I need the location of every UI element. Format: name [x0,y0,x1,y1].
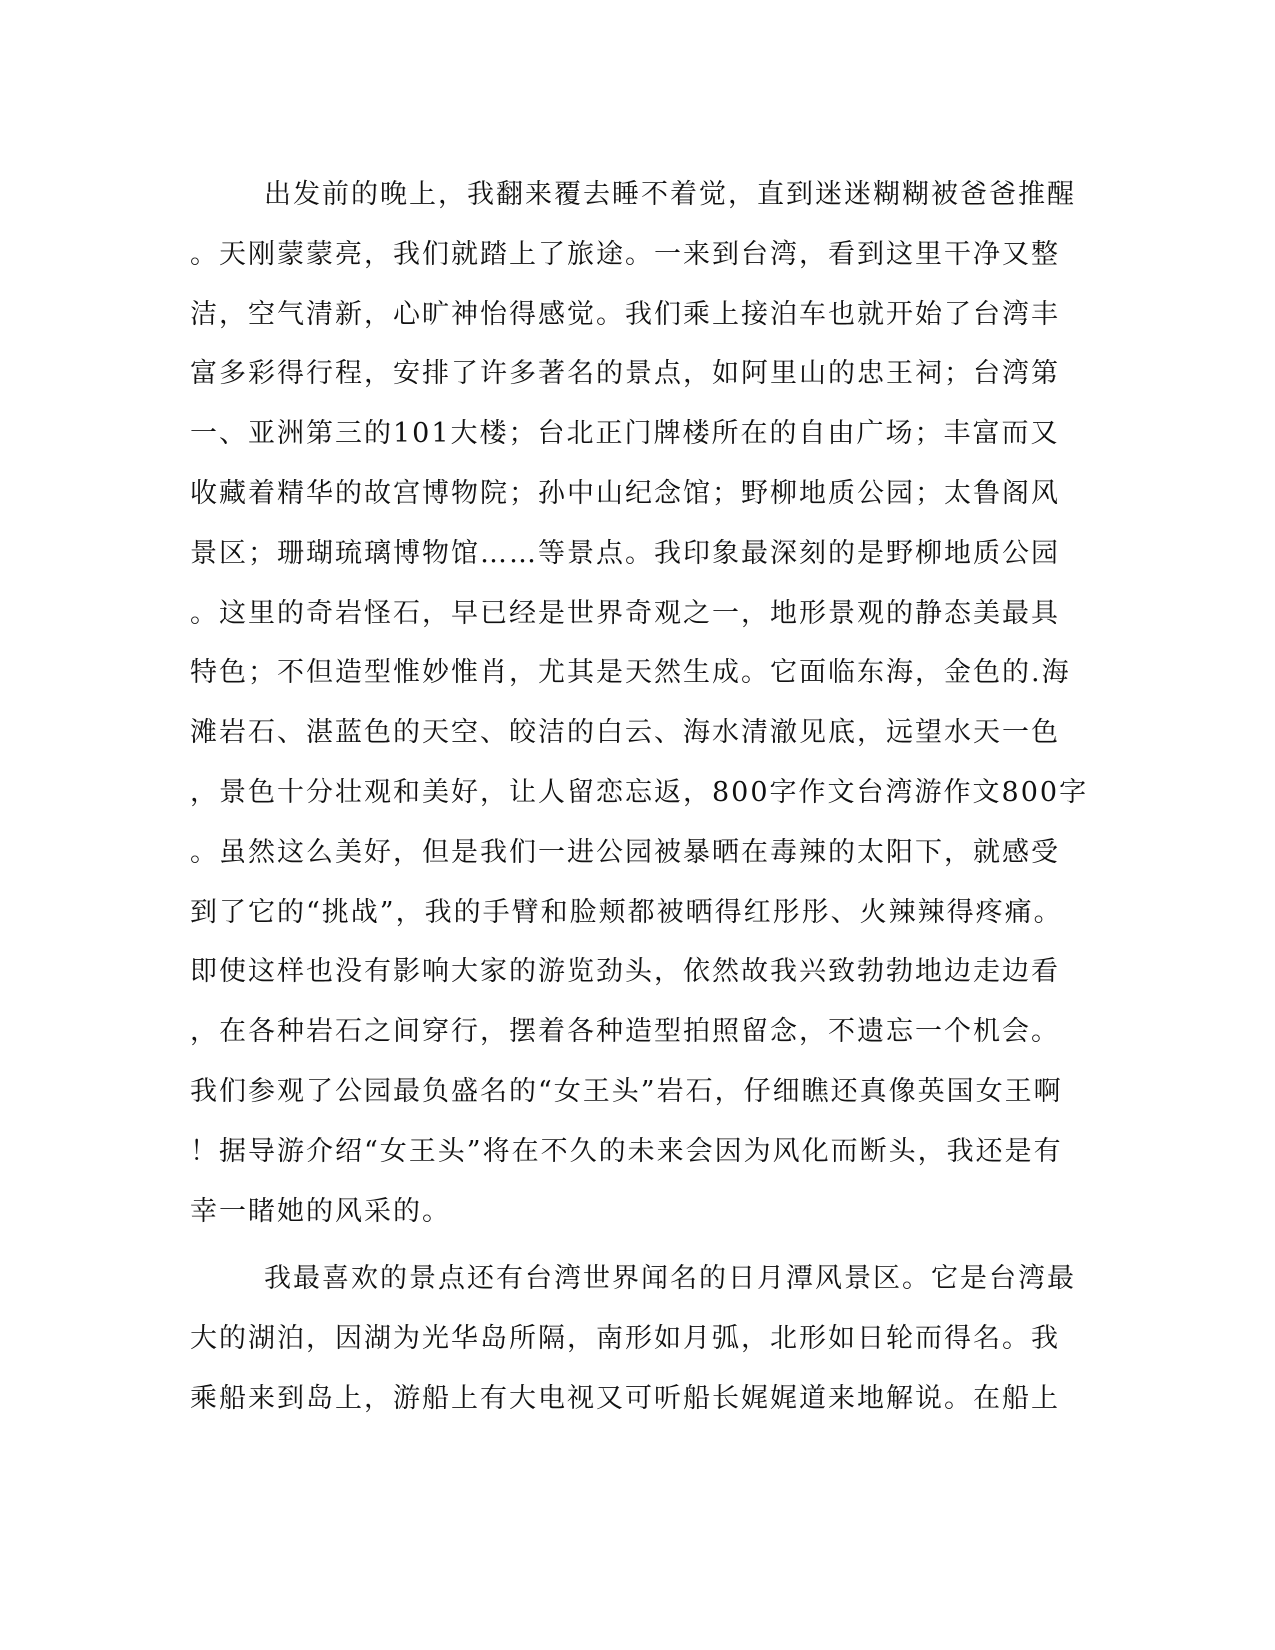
text-line: 乘船来到岛上，游船上有大电视又可听船长娓娓道来地解说。在船上 [190,1382,1060,1414]
text-line: 富多彩得行程，安排了许多著名的景点，如阿里山的忠王祠；台湾第 [190,358,1060,390]
body-text [190,165,1090,1429]
text-line: ！据导游介绍“女王头”将在不久的未来会因为风化而断头，我还是有 [190,1135,1063,1167]
paragraph-1 [190,165,1090,1241]
text-line: 。天刚蒙蒙亮，我们就踏上了旅途。一来到台湾，看到这里干净又整 [190,238,1060,270]
text-line: ，在各种岩石之间穿行，摆着各种造型拍照留念，不遗忘一个机会。 [190,1016,1060,1048]
text-line: 幸一睹她的风采的。 [190,1195,451,1227]
text-line: 我们参观了公园最负盛名的“女王头”岩石，仔细瞧还真像英国女王啊 [190,1075,1063,1107]
text-line: 洁，空气清新，心旷神怡得感觉。我们乘上接泊车也就开始了台湾丰 [190,298,1060,330]
text-line: 。虽然这么美好，但是我们一进公园被暴晒在毒辣的太阳下，就感受 [190,836,1060,868]
text-line: 收藏着精华的故宫博物院；孙中山纪念馆；野柳地质公园；太鲁阁风 [190,477,1060,509]
text-line: 一、亚洲第三的101大楼；台北正门牌楼所在的自由广场；丰富而又 [190,418,1060,450]
paragraph-gap [190,1241,1090,1249]
text-line: 即使这样也没有影响大家的游览劲头，依然故我兴致勃勃地边走边看 [190,956,1060,988]
text-line: 。这里的奇岩怪石，早已经是世界奇观之一，地形景观的静态美最具 [190,597,1060,629]
text-line: 景区；珊瑚琉璃博物馆……等景点。我印象最深刻的是野柳地质公园 [190,537,1060,569]
text-line: ，景色十分壮观和美好，让人留恋忘返，800字作文台湾游作文800字 [190,776,1089,808]
text-line: 到了它的“挑战”，我的手臂和脸颊都被晒得红彤彤、火辣辣得疼痛。 [190,896,1063,928]
text-line: 我最喜欢的景点还有台湾世界闻名的日月潭风景区。它是台湾最 [264,1263,1076,1295]
text-line: 出发前的晚上，我翻来覆去睡不着觉，直到迷迷糊糊被爸爸推醒 [264,179,1076,210]
text-line: 大的湖泊，因湖为光华岛所隔，南形如月弧，北形如日轮而得名。我 [190,1323,1060,1355]
text-line: 滩岩石、湛蓝色的天空、皎洁的白云、海水清澈见底，远望水天一色 [190,717,1060,749]
text-line: 特色；不但造型惟妙惟肖，尤其是天然生成。它面临东海，金色的.海 [190,657,1071,689]
paragraph-2 [190,1249,1090,1428]
